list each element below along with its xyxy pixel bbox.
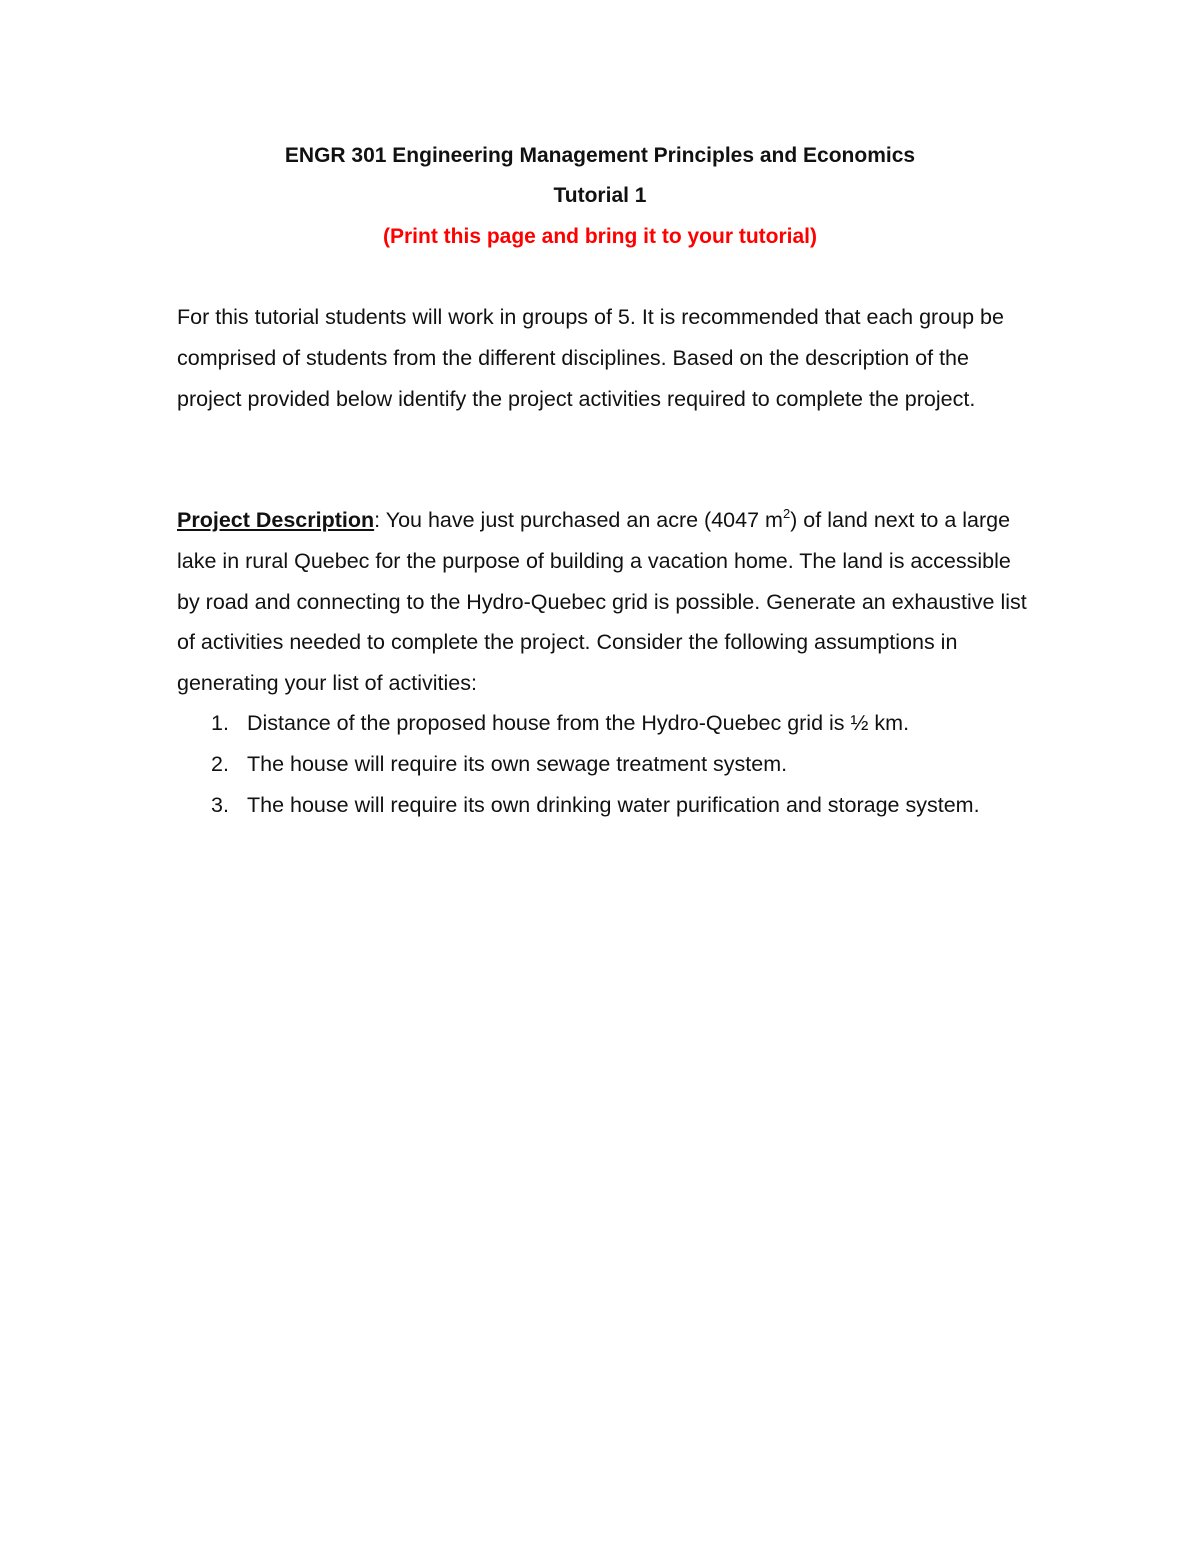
document-subtitle: Tutorial 1	[553, 184, 647, 207]
project-description-text-end: ) of land next to a large lake in rural Quebec for the purpose of building a vacation home. The land is accessible by road and connecting to the Hydro-Quebec grid is possible. Generate an exhaustive list of activities needed to complete the project. Consider the following assumptions in generating your list of activities:	[177, 508, 1027, 696]
list-item	[177, 703, 1037, 744]
list-item-text: Distance of the proposed house from the Hydro-Quebec grid is ½ km.	[247, 711, 910, 735]
list-item	[177, 785, 1037, 826]
project-description-text-start: You have just purchased an acre (4047 m	[380, 508, 783, 532]
list-item-number: 1.	[211, 711, 229, 735]
list-item	[177, 744, 1037, 785]
project-description-paragraph	[177, 500, 1037, 704]
list-item-number: 2.	[211, 751, 229, 776]
intro-paragraph: For this tutorial students will work in groups of 5. It is recommended that each group be comprised of students from the different disciplines. Based on the description of the project provided below identify the project activities required to complete the project.	[177, 305, 1004, 411]
list-item-text: The house will require its own sewage treatment system.	[247, 751, 788, 776]
project-description-label: Project Description	[177, 508, 375, 532]
assumptions-list	[177, 703, 1037, 825]
list-item-text: The house will require its own drinking water purification and storage system.	[247, 792, 980, 817]
document-title: ENGR 301 Engineering Management Principles and Economics	[284, 144, 916, 167]
area-unit-superscript: 2	[782, 506, 791, 521]
list-item-number: 3.	[211, 792, 229, 817]
project-description-separator: :	[374, 508, 381, 532]
print-notice: (Print this page and bring it to your tutorial)	[383, 225, 817, 248]
